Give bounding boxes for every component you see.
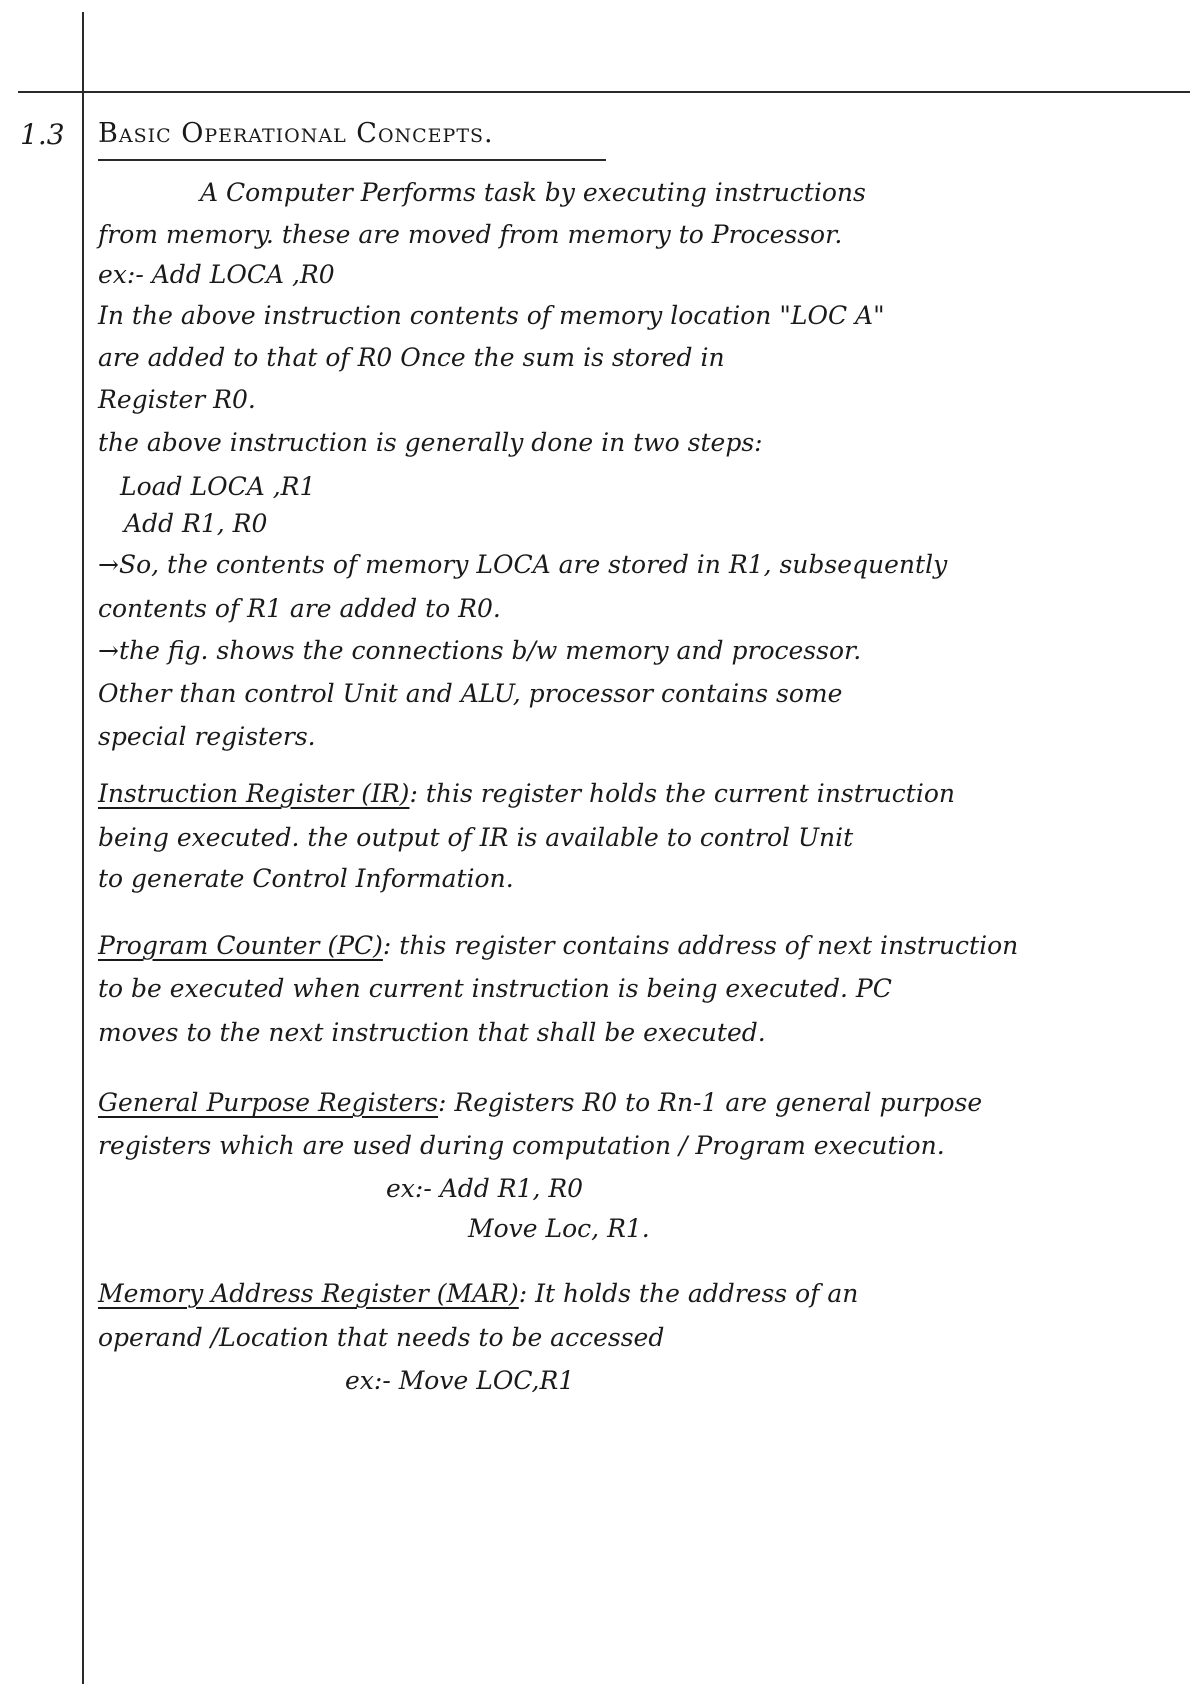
gpr-term: General Purpose Registers (98, 1088, 439, 1117)
text-line: being executed. the output of IR is available to control Unit (98, 823, 854, 852)
example-line: Move Loc, R1. (468, 1214, 650, 1243)
text-line: In the above instruction contents of memory location "LOC A" (98, 301, 885, 330)
ir-term: Instruction Register (IR) (98, 779, 410, 808)
gpr-definition-line (98, 1090, 982, 1115)
pc-term: Program Counter (PC) (98, 931, 383, 960)
margin-line (82, 12, 84, 1684)
text-line: Load LOCA ,R1 (120, 472, 316, 501)
example-line: ex:- Move LOC,R1 (345, 1366, 575, 1395)
text-line: ex:- Add LOCA ,R0 (98, 260, 335, 289)
text-line: from memory. these are moved from memory to Processor. (98, 220, 843, 249)
text-line: →So, the contents of memory LOCA are stored in R1, subsequently (98, 550, 948, 579)
section-title: Basic Operational Concepts. (98, 118, 494, 149)
text-line: Add R1, R0 (124, 509, 268, 538)
text-line: are added to that of R0 Once the sum is stored in (98, 343, 725, 372)
header-line (18, 91, 1190, 93)
ir-definition-line (98, 781, 955, 806)
text-line: Other than control Unit and ALU, processor contains some (98, 679, 843, 708)
mar-text: : It holds the address of an (518, 1279, 859, 1308)
pc-text: : this register contains address of next instruction (382, 931, 1019, 960)
text-line: registers which are used during computation / Program execution. (98, 1131, 945, 1160)
example-line: ex:- Add R1, R0 (386, 1174, 584, 1203)
gpr-text: : Registers R0 to Rn-1 are general purpose (438, 1088, 983, 1117)
text-line: operand /Location that needs to be accessed (98, 1323, 665, 1352)
text-line: moves to the next instruction that shall be executed. (98, 1018, 766, 1047)
text-line: contents of R1 are added to R0. (98, 594, 501, 623)
text-line: to be executed when current instruction is being executed. PC (98, 974, 892, 1003)
text-line: the above instruction is generally done in two steps: (98, 428, 763, 457)
text-line: to generate Control Information. (98, 864, 514, 893)
mar-term: Memory Address Register (MAR) (98, 1279, 519, 1308)
mar-definition-line (98, 1281, 858, 1306)
title-underline (98, 159, 606, 161)
text-line: A Computer Performs task by executing instructions (200, 178, 866, 207)
section-number: 1.3 (20, 118, 65, 151)
text-line: →the fig. shows the connections b/w memory and processor. (98, 636, 862, 665)
text-line: special registers. (98, 722, 316, 751)
text-line: Register R0. (98, 385, 256, 414)
ir-text: : this register holds the current instruction (409, 779, 955, 808)
pc-definition-line (98, 933, 1018, 958)
